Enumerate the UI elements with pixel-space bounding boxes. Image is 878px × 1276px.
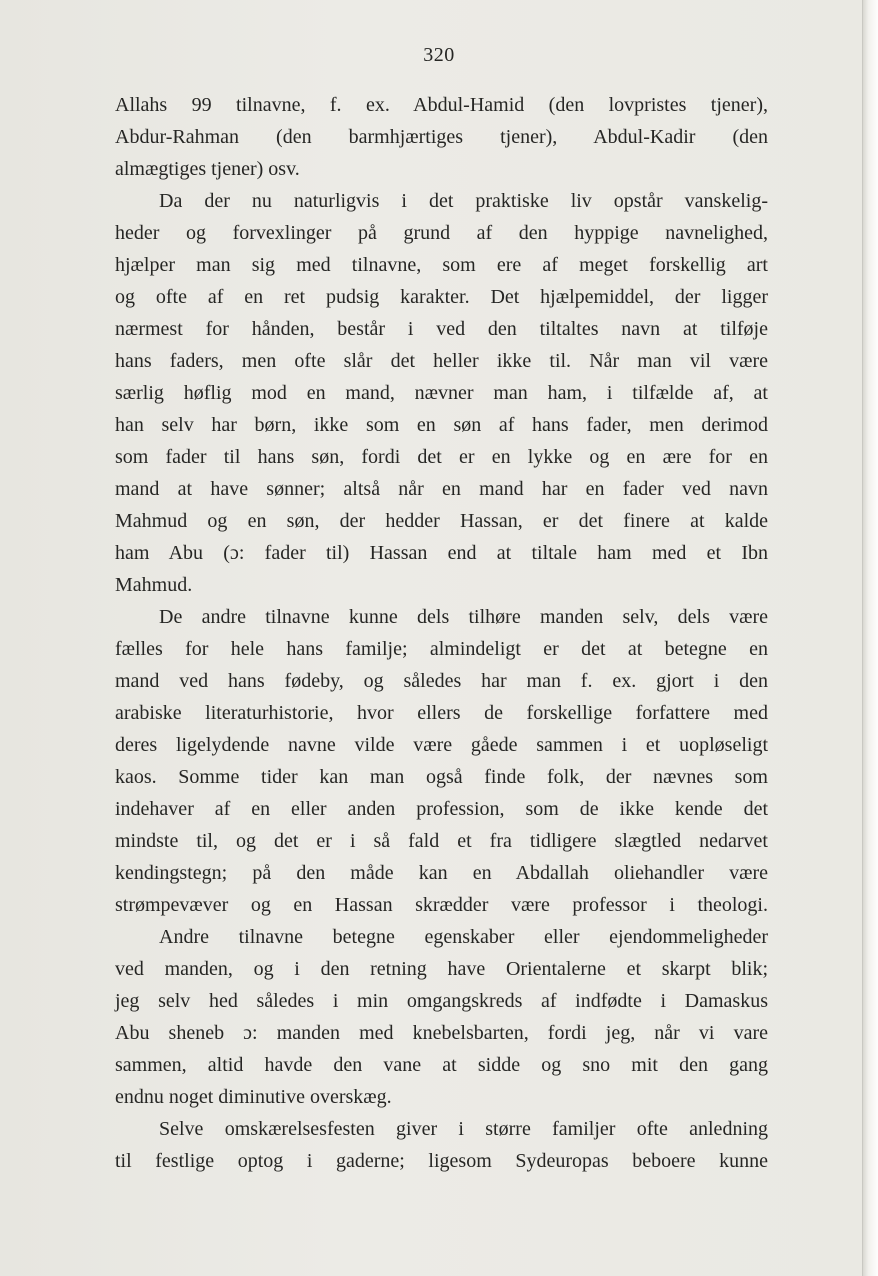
text-line: Mahmud. <box>115 574 193 596</box>
text-line: særlig høflig mod en mand, nævner man ham, i tilfælde af, at <box>115 382 768 404</box>
text-line: Da der nu naturligvis i det praktiske liv opstår vanskelig- <box>159 190 768 212</box>
text-line: ham Abu (ɔ: fader til) Hassan end at tiltale ham med et Ibn <box>115 542 768 564</box>
text-line: strømpevæver og en Hassan skrædder være professor i theologi. <box>115 894 768 916</box>
text-line: arabiske literaturhistorie, hvor ellers de forskellige forfattere med <box>115 702 768 724</box>
text-line: kaos. Somme tider kan man også finde folk, der nævnes som <box>115 766 768 788</box>
text-line: Andre tilnavne betegne egenskaber eller ejendommeligheder <box>159 926 768 948</box>
text-line: almægtiges tjener) osv. <box>115 158 300 180</box>
text-line: Selve omskærelsesfesten giver i større familjer ofte anledning <box>159 1118 768 1140</box>
text-line: fælles for hele hans familje; almindeligt er det at betegne en <box>115 638 768 660</box>
text-line: kendingstegn; på den måde kan en Abdallah oliehandler være <box>115 862 768 884</box>
body-text <box>115 89 768 1177</box>
text-line: nærmest for hånden, består i ved den tiltaltes navn at tilføje <box>115 318 768 340</box>
text-line: han selv har børn, ikke som en søn af hans fader, men derimod <box>115 414 768 436</box>
text-line: til festlige optog i gaderne; ligesom Sydeuropas beboere kunne <box>115 1150 768 1172</box>
text-line: sammen, altid havde den vane at sidde og sno mit den gang <box>115 1054 768 1076</box>
text-line: Mahmud og en søn, der hedder Hassan, er det finere at kalde <box>115 510 768 532</box>
text-line: heder og forvexlinger på grund af den hyppige navnelighed, <box>115 222 768 244</box>
text-line: og ofte af en ret pudsig karakter. Det hjælpemiddel, der ligger <box>115 286 768 308</box>
text-line: jeg selv hed således i min omgangskreds af indfødte i Damaskus <box>115 990 768 1012</box>
text-line: Abu sheneb ɔ: manden med knebelsbarten, fordi jeg, når vi vare <box>115 1022 768 1044</box>
text-line: Abdur-Rahman (den barmhjærtiges tjener), Abdul-Kadir (den <box>115 126 768 148</box>
text-line: indehaver af en eller anden profession, som de ikke kende det <box>115 798 768 820</box>
text-line: mand ved hans fødeby, og således har man f. ex. gjort i den <box>115 670 768 692</box>
text-line: endnu noget diminutive overskæg. <box>115 1086 392 1108</box>
page-number: 320 <box>423 44 455 66</box>
text-line: hjælper man sig med tilnavne, som ere af meget forskellig art <box>115 254 768 276</box>
text-line: som fader til hans søn, fordi det er en lykke og en ære for en <box>115 446 768 468</box>
text-line: hans faders, men ofte slår det heller ikke til. Når man vil være <box>115 350 768 372</box>
text-line: mindste til, og det er i så fald et fra tidligere slægtled nedarvet <box>115 830 768 852</box>
text-line: De andre tilnavne kunne dels tilhøre manden selv, dels være <box>159 606 768 628</box>
text-line: Allahs 99 tilnavne, f. ex. Abdul-Hamid (den lovpristes tjener), <box>115 94 768 116</box>
text-line: mand at have sønner; altså når en mand har en fader ved navn <box>115 478 768 500</box>
page-edge <box>862 0 878 1276</box>
text-line: deres ligelydende navne vilde være gåede sammen i et uopløseligt <box>115 734 768 756</box>
text-line: ved manden, og i den retning have Orientalerne et skarpt blik; <box>115 958 768 980</box>
